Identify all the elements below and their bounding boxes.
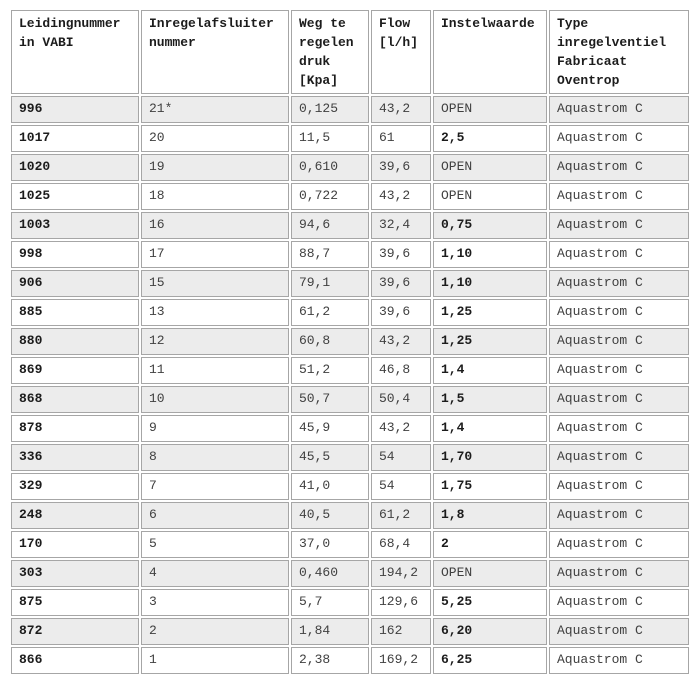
cell-weg-te-regelen-druk: 0,125 [291, 96, 369, 123]
cell-leidingnummer-in-vabi: 1017 [11, 125, 139, 152]
cell-inregelafsluiter-nummer: 10 [141, 386, 289, 413]
cell-leidingnummer-in-vabi: 996 [11, 96, 139, 123]
cell-inregelafsluiter-nummer: 18 [141, 183, 289, 210]
cell-type-inregelventiel: Aquastrom C [549, 531, 689, 558]
cell-instelwaarde: 1,25 [433, 299, 547, 326]
header-instelwaarde: Instelwaarde [433, 10, 547, 94]
cell-inregelafsluiter-nummer: 3 [141, 589, 289, 616]
cell-instelwaarde: 2,5 [433, 125, 547, 152]
cell-inregelafsluiter-nummer: 13 [141, 299, 289, 326]
cell-leidingnummer-in-vabi: 336 [11, 444, 139, 471]
cell-instelwaarde: OPEN [433, 154, 547, 181]
cell-instelwaarde: 1,10 [433, 270, 547, 297]
table-row [11, 473, 689, 500]
cell-weg-te-regelen-druk: 5,7 [291, 589, 369, 616]
cell-instelwaarde: 1,8 [433, 502, 547, 529]
cell-leidingnummer-in-vabi: 1025 [11, 183, 139, 210]
cell-flow: 54 [371, 473, 431, 500]
cell-instelwaarde: 1,10 [433, 241, 547, 268]
cell-leidingnummer-in-vabi: 1003 [11, 212, 139, 239]
cell-instelwaarde: 1,70 [433, 444, 547, 471]
table-row [11, 183, 689, 210]
cell-inregelafsluiter-nummer: 16 [141, 212, 289, 239]
cell-leidingnummer-in-vabi: 885 [11, 299, 139, 326]
cell-flow: 43,2 [371, 328, 431, 355]
cell-instelwaarde: 1,25 [433, 328, 547, 355]
cell-type-inregelventiel: Aquastrom C [549, 241, 689, 268]
cell-inregelafsluiter-nummer: 20 [141, 125, 289, 152]
cell-inregelafsluiter-nummer: 12 [141, 328, 289, 355]
table-row [11, 618, 689, 645]
cell-flow: 43,2 [371, 183, 431, 210]
cell-flow: 61,2 [371, 502, 431, 529]
cell-flow: 54 [371, 444, 431, 471]
table-row [11, 589, 689, 616]
cell-leidingnummer-in-vabi: 866 [11, 647, 139, 674]
cell-inregelafsluiter-nummer: 9 [141, 415, 289, 442]
cell-leidingnummer-in-vabi: 878 [11, 415, 139, 442]
cell-inregelafsluiter-nummer: 2 [141, 618, 289, 645]
cell-type-inregelventiel: Aquastrom C [549, 415, 689, 442]
cell-weg-te-regelen-druk: 51,2 [291, 357, 369, 384]
table-row [11, 444, 689, 471]
valve-settings-table [9, 8, 691, 676]
cell-flow: 39,6 [371, 299, 431, 326]
cell-instelwaarde: 2 [433, 531, 547, 558]
table-row [11, 386, 689, 413]
cell-leidingnummer-in-vabi: 303 [11, 560, 139, 587]
cell-weg-te-regelen-druk: 37,0 [291, 531, 369, 558]
cell-leidingnummer-in-vabi: 906 [11, 270, 139, 297]
cell-type-inregelventiel: Aquastrom C [549, 618, 689, 645]
cell-type-inregelventiel: Aquastrom C [549, 299, 689, 326]
cell-type-inregelventiel: Aquastrom C [549, 154, 689, 181]
cell-type-inregelventiel: Aquastrom C [549, 502, 689, 529]
cell-flow: 129,6 [371, 589, 431, 616]
table-row [11, 328, 689, 355]
cell-instelwaarde: 6,20 [433, 618, 547, 645]
table-row [11, 415, 689, 442]
cell-weg-te-regelen-druk: 50,7 [291, 386, 369, 413]
cell-inregelafsluiter-nummer: 17 [141, 241, 289, 268]
cell-instelwaarde: 5,25 [433, 589, 547, 616]
cell-weg-te-regelen-druk: 79,1 [291, 270, 369, 297]
cell-flow: 194,2 [371, 560, 431, 587]
table-body [11, 96, 689, 674]
cell-type-inregelventiel: Aquastrom C [549, 589, 689, 616]
cell-flow: 169,2 [371, 647, 431, 674]
cell-flow: 46,8 [371, 357, 431, 384]
cell-flow: 43,2 [371, 415, 431, 442]
cell-inregelafsluiter-nummer: 15 [141, 270, 289, 297]
table-row [11, 531, 689, 558]
cell-leidingnummer-in-vabi: 248 [11, 502, 139, 529]
cell-leidingnummer-in-vabi: 329 [11, 473, 139, 500]
cell-inregelafsluiter-nummer: 7 [141, 473, 289, 500]
table-row [11, 560, 689, 587]
header-flow: Flow [l/h] [371, 10, 431, 94]
cell-flow: 32,4 [371, 212, 431, 239]
cell-type-inregelventiel: Aquastrom C [549, 386, 689, 413]
table-row [11, 96, 689, 123]
cell-type-inregelventiel: Aquastrom C [549, 444, 689, 471]
cell-flow: 61 [371, 125, 431, 152]
cell-weg-te-regelen-druk: 11,5 [291, 125, 369, 152]
cell-weg-te-regelen-druk: 61,2 [291, 299, 369, 326]
cell-weg-te-regelen-druk: 40,5 [291, 502, 369, 529]
cell-leidingnummer-in-vabi: 998 [11, 241, 139, 268]
cell-inregelafsluiter-nummer: 8 [141, 444, 289, 471]
cell-type-inregelventiel: Aquastrom C [549, 328, 689, 355]
cell-instelwaarde: 1,4 [433, 357, 547, 384]
table-row [11, 647, 689, 674]
cell-instelwaarde: 1,75 [433, 473, 547, 500]
table-row [11, 357, 689, 384]
cell-type-inregelventiel: Aquastrom C [549, 183, 689, 210]
cell-leidingnummer-in-vabi: 875 [11, 589, 139, 616]
cell-weg-te-regelen-druk: 0,722 [291, 183, 369, 210]
cell-instelwaarde: OPEN [433, 560, 547, 587]
cell-weg-te-regelen-druk: 41,0 [291, 473, 369, 500]
table-row [11, 154, 689, 181]
cell-weg-te-regelen-druk: 45,9 [291, 415, 369, 442]
cell-type-inregelventiel: Aquastrom C [549, 270, 689, 297]
cell-leidingnummer-in-vabi: 170 [11, 531, 139, 558]
cell-weg-te-regelen-druk: 60,8 [291, 328, 369, 355]
cell-type-inregelventiel: Aquastrom C [549, 647, 689, 674]
cell-flow: 39,6 [371, 241, 431, 268]
cell-flow: 68,4 [371, 531, 431, 558]
cell-leidingnummer-in-vabi: 872 [11, 618, 139, 645]
cell-type-inregelventiel: Aquastrom C [549, 212, 689, 239]
cell-flow: 39,6 [371, 270, 431, 297]
cell-leidingnummer-in-vabi: 869 [11, 357, 139, 384]
cell-weg-te-regelen-druk: 88,7 [291, 241, 369, 268]
cell-instelwaarde: 0,75 [433, 212, 547, 239]
cell-inregelafsluiter-nummer: 11 [141, 357, 289, 384]
cell-flow: 50,4 [371, 386, 431, 413]
cell-type-inregelventiel: Aquastrom C [549, 357, 689, 384]
table-row [11, 299, 689, 326]
cell-instelwaarde: 6,25 [433, 647, 547, 674]
cell-leidingnummer-in-vabi: 1020 [11, 154, 139, 181]
cell-weg-te-regelen-druk: 2,38 [291, 647, 369, 674]
cell-inregelafsluiter-nummer: 5 [141, 531, 289, 558]
cell-type-inregelventiel: Aquastrom C [549, 560, 689, 587]
cell-type-inregelventiel: Aquastrom C [549, 96, 689, 123]
cell-leidingnummer-in-vabi: 880 [11, 328, 139, 355]
cell-weg-te-regelen-druk: 0,610 [291, 154, 369, 181]
cell-flow: 43,2 [371, 96, 431, 123]
cell-instelwaarde: 1,4 [433, 415, 547, 442]
header-type-inregelventiel: Type inregelventiel Fabricaat Oventrop [549, 10, 689, 94]
cell-flow: 162 [371, 618, 431, 645]
header-inregelafsluiter-nummer: Inregelafsluiter nummer [141, 10, 289, 94]
cell-inregelafsluiter-nummer: 1 [141, 647, 289, 674]
cell-inregelafsluiter-nummer: 21* [141, 96, 289, 123]
header-leidingnummer-in-vabi: Leidingnummer in VABI [11, 10, 139, 94]
cell-inregelafsluiter-nummer: 4 [141, 560, 289, 587]
table-row [11, 241, 689, 268]
cell-weg-te-regelen-druk: 0,460 [291, 560, 369, 587]
table-header [11, 10, 689, 94]
table-row [11, 212, 689, 239]
table-row [11, 270, 689, 297]
cell-type-inregelventiel: Aquastrom C [549, 473, 689, 500]
cell-inregelafsluiter-nummer: 6 [141, 502, 289, 529]
cell-weg-te-regelen-druk: 94,6 [291, 212, 369, 239]
cell-instelwaarde: OPEN [433, 96, 547, 123]
cell-flow: 39,6 [371, 154, 431, 181]
cell-instelwaarde: 1,5 [433, 386, 547, 413]
table-row [11, 502, 689, 529]
header-row [11, 10, 689, 94]
cell-leidingnummer-in-vabi: 868 [11, 386, 139, 413]
header-weg-te-regelen-druk: Weg te regelen druk [Kpa] [291, 10, 369, 94]
table-row [11, 125, 689, 152]
cell-type-inregelventiel: Aquastrom C [549, 125, 689, 152]
cell-inregelafsluiter-nummer: 19 [141, 154, 289, 181]
cell-weg-te-regelen-druk: 45,5 [291, 444, 369, 471]
cell-instelwaarde: OPEN [433, 183, 547, 210]
cell-weg-te-regelen-druk: 1,84 [291, 618, 369, 645]
